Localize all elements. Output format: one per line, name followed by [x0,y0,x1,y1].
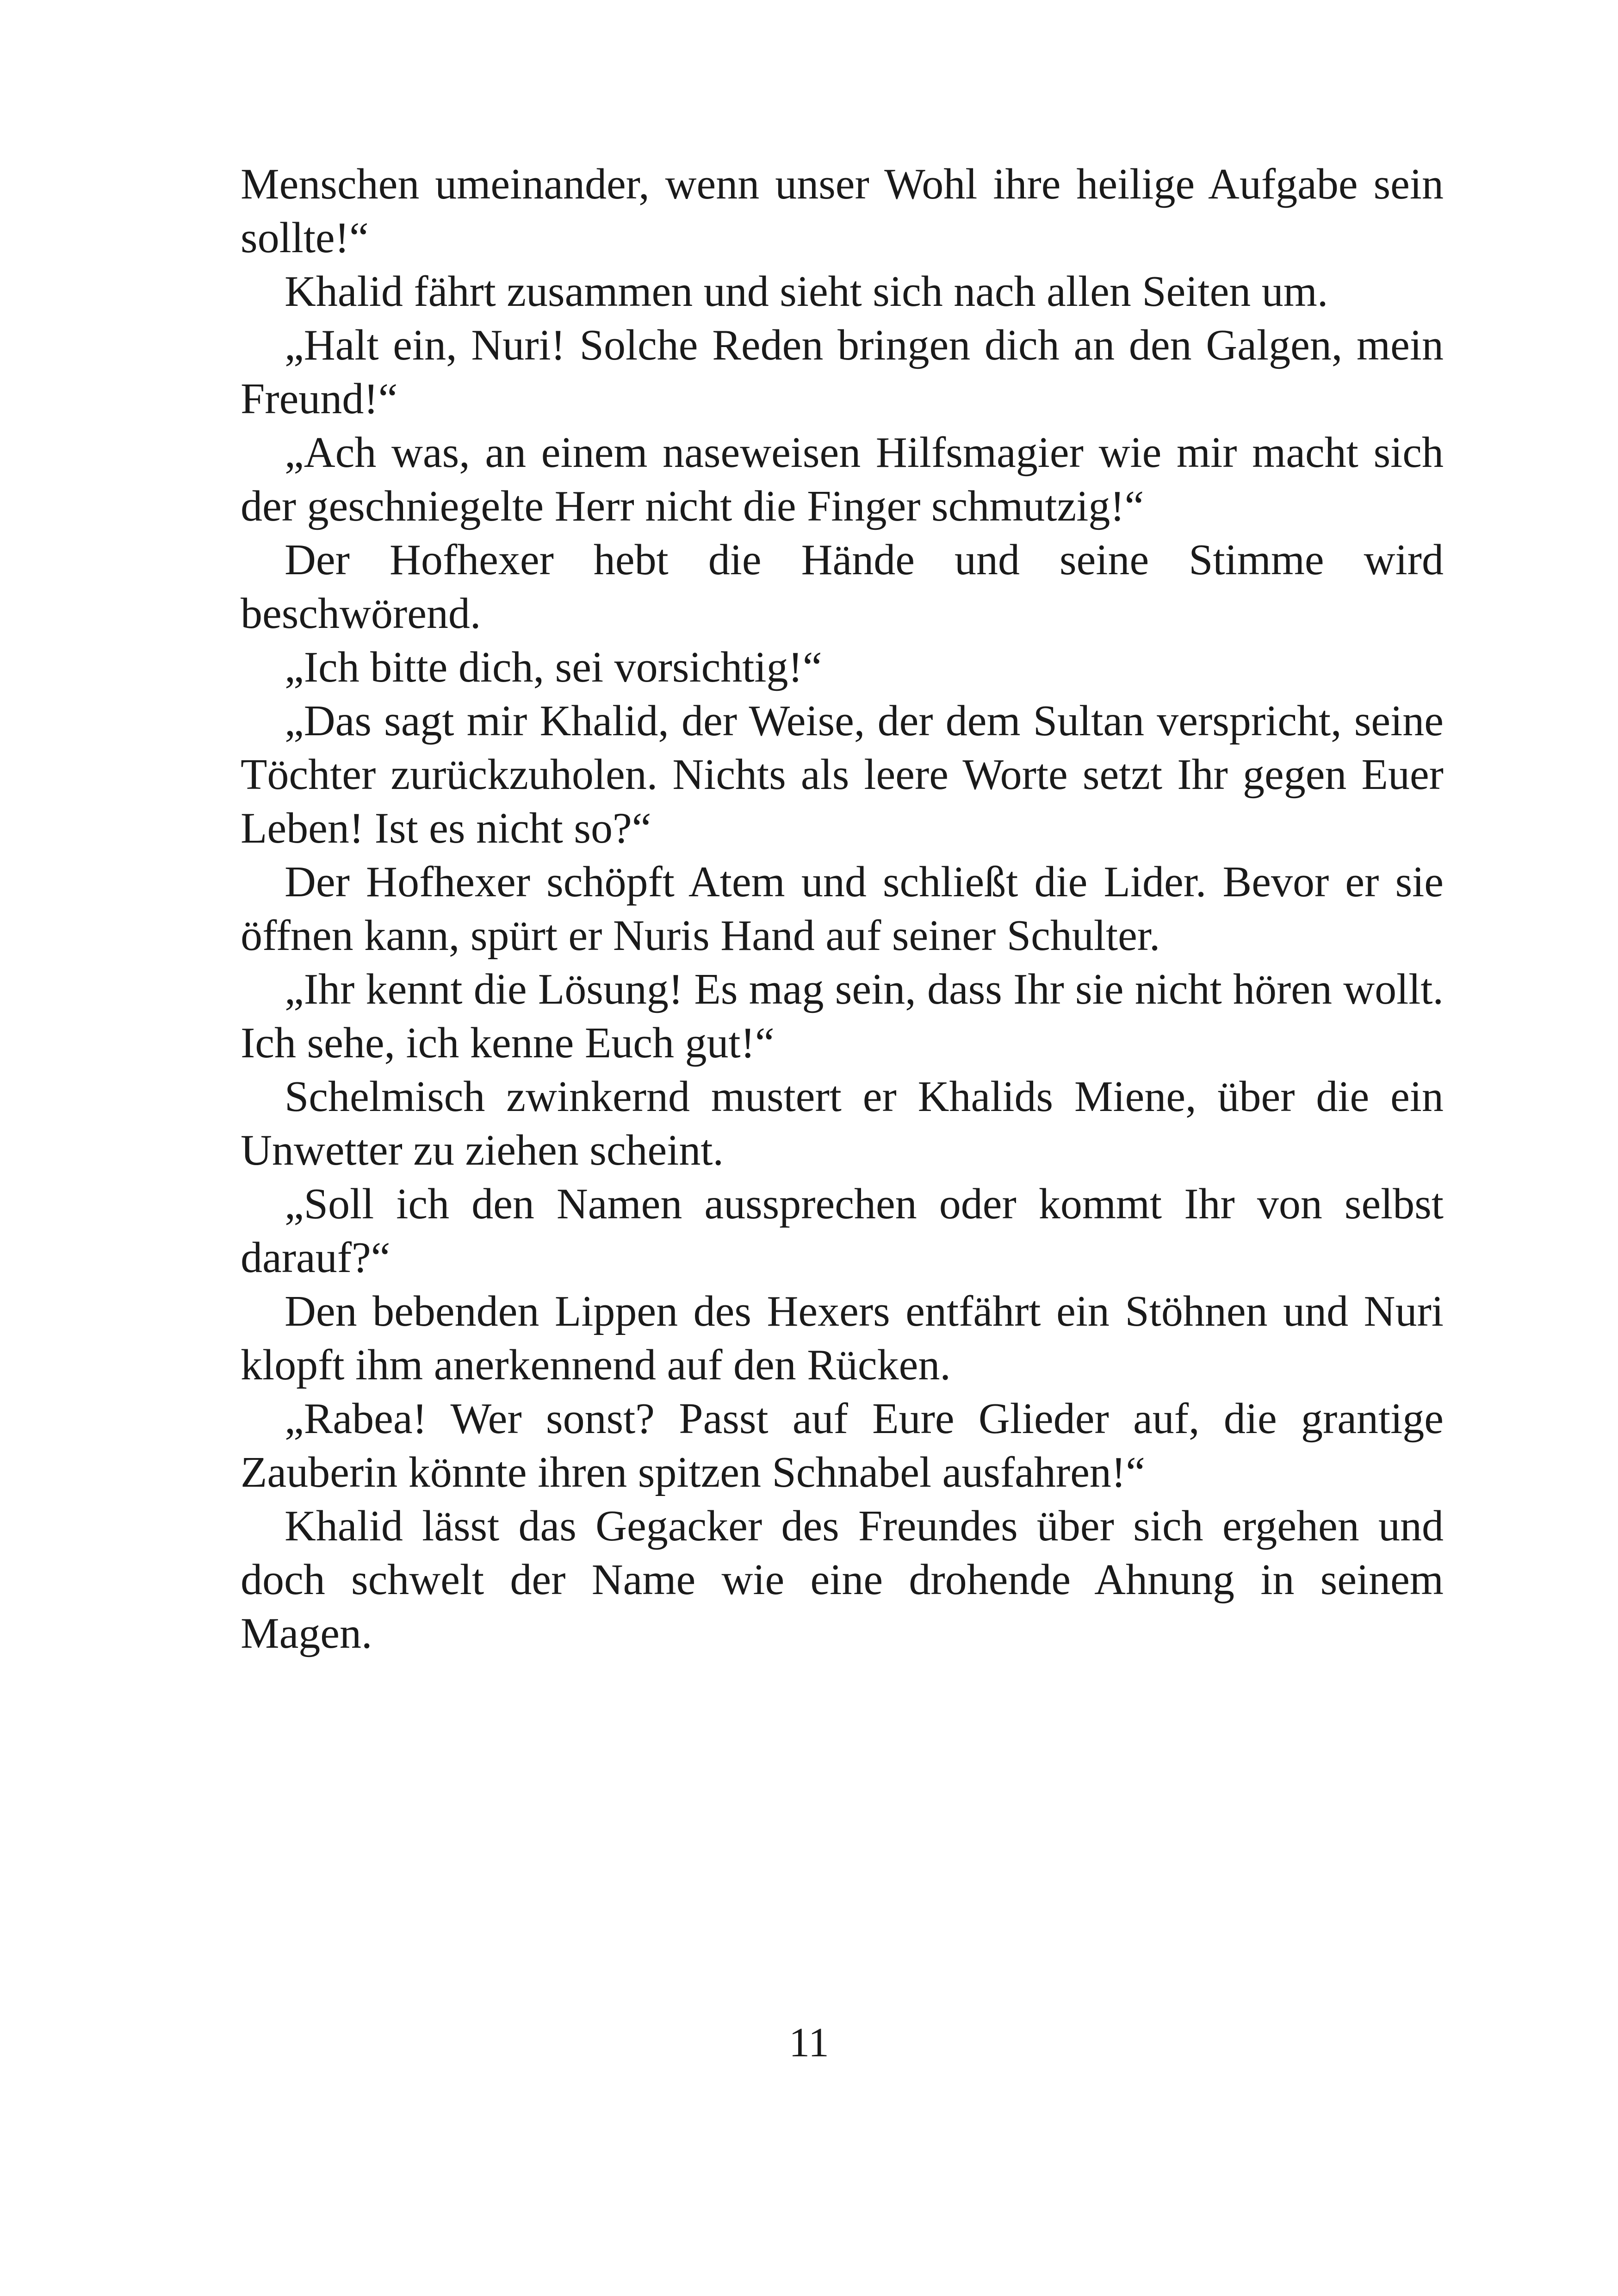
page-number: 11 [789,2020,829,2066]
paragraph: Khalid fährt zusammen und sieht sich nach allen Seiten um. [285,267,1328,316]
paragraph: „Ich bitte dich, sei vorsichtig!“ [285,643,822,691]
paragraph: Schelmisch zwinkernd mustert er Khalids Miene, über die ein Unwetter zu ziehen scheint. [241,1073,1444,1174]
paragraph: „Halt ein, Nuri! Solche Reden bringen dich an den Galgen, mein Freund!“ [241,321,1444,423]
paragraph: „Ach was, an einem naseweisen Hilfsmagier wie mir macht sich der geschniegelte Herr nicht die Finger schmutzig!“ [241,428,1444,530]
paragraph: Der Hofhexer schöpft Atem und schließt die Lider. Bevor er sie öffnen kann, spürt er Nuris Hand auf seiner Schulter. [241,858,1444,960]
paragraph: „Soll ich den Namen aussprechen oder kommt Ihr von selbst darauf?“ [241,1180,1444,1282]
paragraph: „Ihr kennt die Lösung! Es mag sein, dass Ihr sie nicht hören wollt. Ich sehe, ich kenne Euch gut!“ [241,965,1444,1067]
paragraph: Den bebenden Lippen des Hexers entfährt ein Stöhnen und Nuri klopft ihm anerkennend auf den Rücken. [241,1287,1444,1389]
paragraph: Der Hofhexer hebt die Hände und seine Stimme wird beschwörend. [241,536,1444,638]
paragraph: „Rabea! Wer sonst? Passt auf Eure Glieder auf, die grantige Zauberin könnte ihren spitzen Schnabel ausfahren!“ [241,1395,1444,1496]
body-text [241,157,1444,1660]
paragraph: Menschen umeinander, wenn unser Wohl ihre heilige Aufgabe sein sollte!“ [241,160,1444,262]
paragraph: Khalid lässt das Gegacker des Freundes über sich ergehen und doch schwelt der Name wie eine drohende Ahnung in seinem Magen. [241,1502,1444,1657]
paragraph: „Das sagt mir Khalid, der Weise, der dem Sultan verspricht, seine Töchter zurückzuholen. Nichts als leere Worte setzt Ihr gegen Euer Leben! Ist es nicht so?“ [241,697,1444,852]
